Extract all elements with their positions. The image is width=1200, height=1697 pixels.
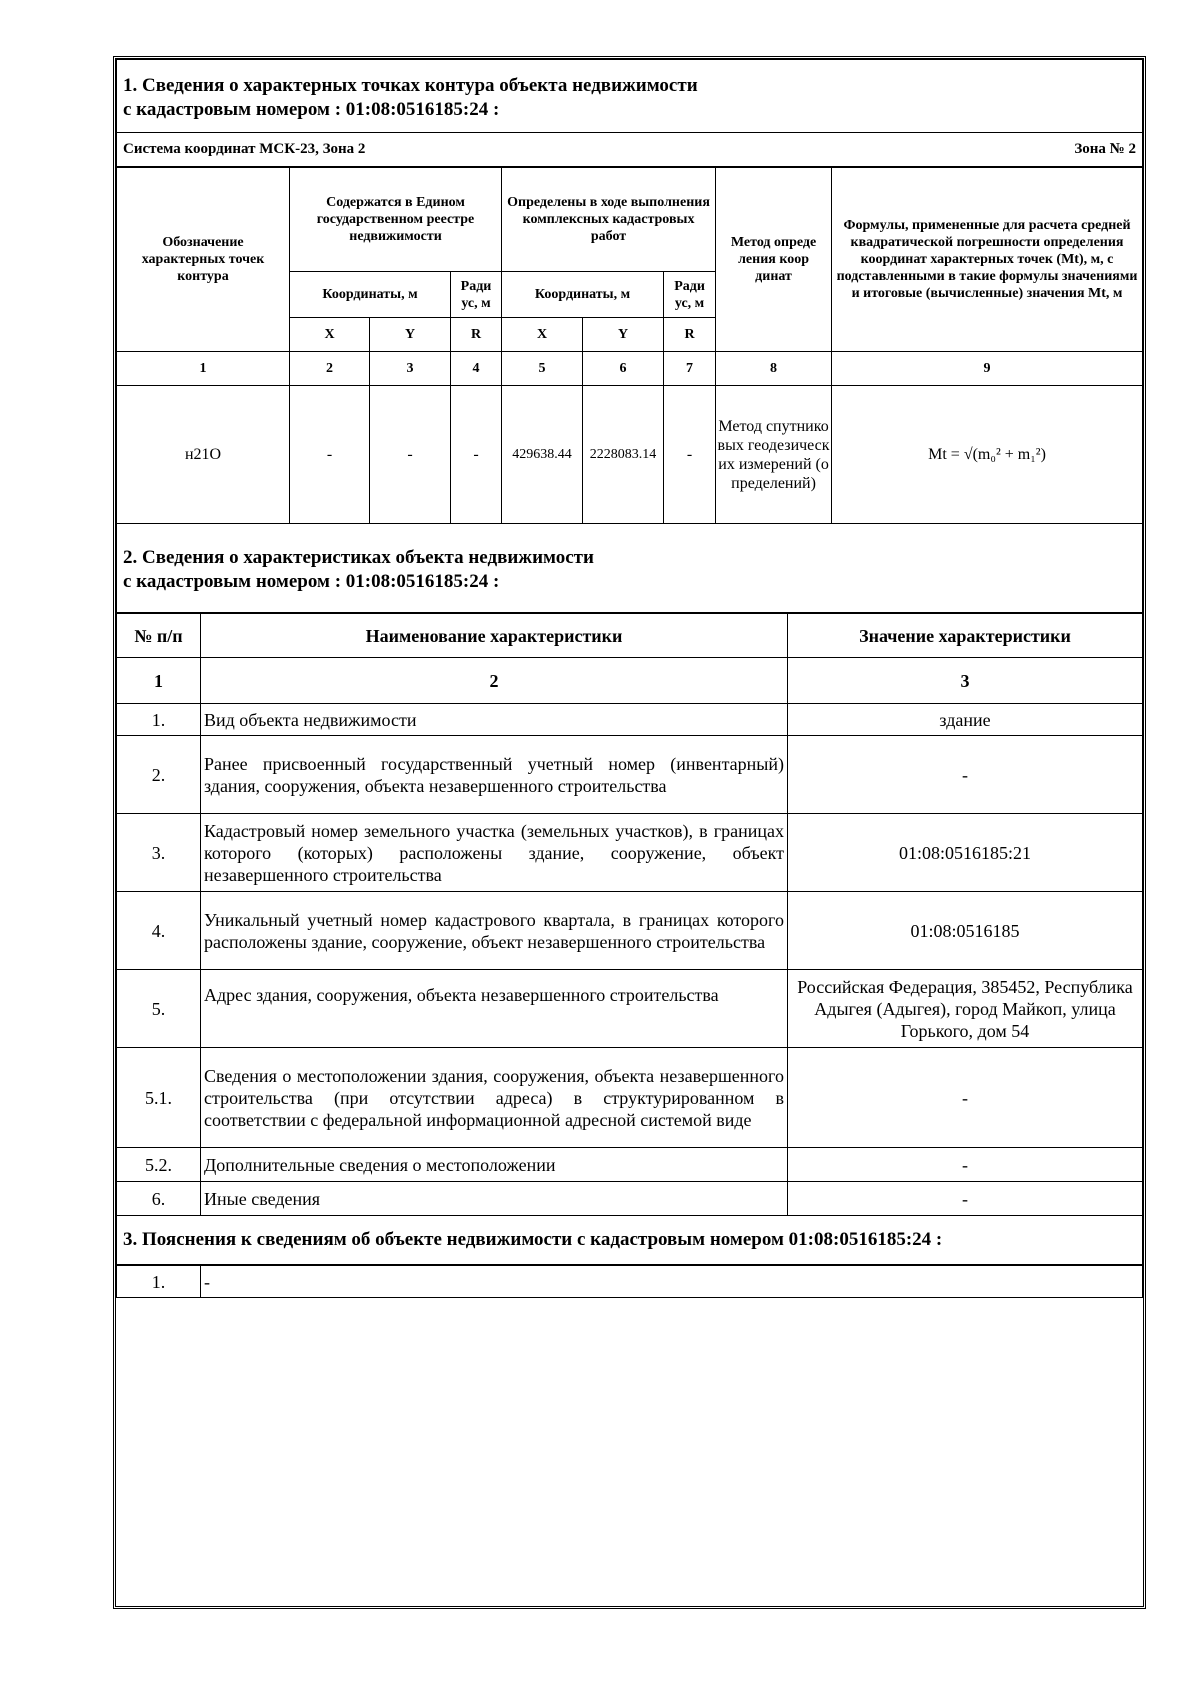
header-x-egrn: X [290,318,370,352]
row-num: 5. [117,970,201,1048]
characteristics-table [116,613,1143,1216]
col-num-1: 1 [117,352,290,386]
row-value: Российская Федерация, 385452, Республика Адыгея (Адыгея), город Майкоп, улица Горького, дом 54 [788,970,1143,1048]
r-value: - [664,386,716,524]
r-egrn: - [451,386,502,524]
row-value: - [788,736,1143,814]
row-name: Иные сведения [201,1182,788,1216]
zone: Зона № 2 [1074,141,1136,157]
table-row [117,892,1143,970]
coord-system: Система координат МСК-23, Зона 2 [123,141,366,157]
row-num: 5.2. [117,1148,201,1182]
row-value: 01:08:0516185 [788,892,1143,970]
section1-title-line2: с кадастровым номером : 01:08:0516185:24 : [123,99,500,120]
header-num: № п/п [117,614,201,658]
header-y-egrn: Y [370,318,451,352]
section3-title: 3. Пояснения к сведениям об объекте недвижимости с кадастровым номером 01:08:0516185:24 : [117,1216,1143,1265]
table-row [117,704,1143,736]
table-row [117,1148,1143,1182]
section2-title-line2: с кадастровым номером : 01:08:0516185:24 : [123,571,500,592]
row-num: 1. [117,704,201,736]
col-num-5: 5 [502,352,583,386]
table-row [117,814,1143,892]
section2-title [117,524,1143,613]
column-number-row [117,352,1143,386]
row-value: - [788,1182,1143,1216]
table-row [117,1266,1143,1298]
x-value: 429638.44 [502,386,583,524]
document-frame [113,56,1146,1609]
col-num-4: 4 [451,352,502,386]
section1-title-table [116,59,1143,167]
y-value: 2228083.14 [583,386,664,524]
row-value: здание [788,704,1143,736]
formula-value: Mt = √(m₀² + m₁²) [832,386,1143,524]
method-value: Метод спутниковых геодезических измерений (определений) [716,386,832,524]
header-formulas: Формулы, примененные для расчета средней квадратической погрешности определения координат характерных точек (Mt), м, с подставленными в такие формулы значениями и итоговые (вычисленные) значения Mt, м [832,168,1143,352]
row-value: - [788,1048,1143,1148]
header-egrn: Содержатся в Едином государственном реестре недвижимости [290,168,502,272]
table-row [117,970,1143,1048]
row-name: Адрес здания, сооружения, объекта незавершенного строительства [201,970,788,1048]
row-name: Ранее присвоенный государственный учетный номер (инвентарный) здания, сооружения, объекта незавершенного строительства [201,736,788,814]
col-num-2: 2 [290,352,370,386]
row-num: 4. [117,892,201,970]
col2-num-1: 1 [117,658,201,704]
header-coords-complex: Координаты, м [502,272,664,318]
header-radius-complex: Ради ус, м [664,272,716,318]
row-value: - [788,1148,1143,1182]
row-num: 3. [117,814,201,892]
section2-title-table [116,524,1143,613]
x-egrn: - [290,386,370,524]
section1-title [117,60,1143,133]
section3-title-table [116,1216,1143,1265]
row-num: 5.1. [117,1048,201,1148]
row-num: 6. [117,1182,201,1216]
characteristics-header-row [117,614,1143,658]
coord-system-row [117,133,1143,167]
col2-num-2: 2 [201,658,788,704]
col-num-8: 8 [716,352,832,386]
row-text: - [201,1266,1143,1298]
header-coords-egrn: Координаты, м [290,272,451,318]
header-designation: Обозначение характерных точек контура [117,168,290,352]
point-row [117,386,1143,524]
header-radius-egrn: Ради ус, м [451,272,502,318]
header-method: Метод опреде ления коор динат [716,168,832,352]
col-num-9: 9 [832,352,1143,386]
col-num-7: 7 [664,352,716,386]
characteristics-colnum-row [117,658,1143,704]
table-row [117,1048,1143,1148]
table-row [117,736,1143,814]
points-table [116,167,1143,524]
row-name: Дополнительные сведения о местоположении [201,1148,788,1182]
header-r-egrn: R [451,318,502,352]
row-value: 01:08:0516185:21 [788,814,1143,892]
col-num-3: 3 [370,352,451,386]
col2-num-3: 3 [788,658,1143,704]
col-num-6: 6 [583,352,664,386]
row-name: Уникальный учетный номер кадастрового квартала, в границах которого расположены здание, сооружение, объект незавершенного строительства [201,892,788,970]
explanations-table [116,1265,1143,1298]
header-name: Наименование характеристики [201,614,788,658]
point-name: н21О [117,386,290,524]
table-row [117,1182,1143,1216]
section2-title-line1: 2. Сведения о характеристиках объекта недвижимости [123,547,594,568]
header-r-complex: R [664,318,716,352]
row-name: Кадастровый номер земельного участка (земельных участков), в границах которого (которых) расположены здание, сооружение, объект незавершенного строительства [201,814,788,892]
y-egrn: - [370,386,451,524]
header-value: Значение характеристики [788,614,1143,658]
row-name: Вид объекта недвижимости [201,704,788,736]
header-x-complex: X [502,318,583,352]
row-num: 1. [117,1266,201,1298]
header-y-complex: Y [583,318,664,352]
header-complex: Определены в ходе выполнения комплексных кадастровых работ [502,168,716,272]
row-num: 2. [117,736,201,814]
section1-title-line1: 1. Сведения о характерных точках контура объекта недвижимости [123,75,698,96]
row-name: Сведения о местоположении здания, сооружения, объекта незавершенного строительства (при отсутствии адреса) в структурированном в соответствии с федеральной информационной адресной системой виде [201,1048,788,1148]
